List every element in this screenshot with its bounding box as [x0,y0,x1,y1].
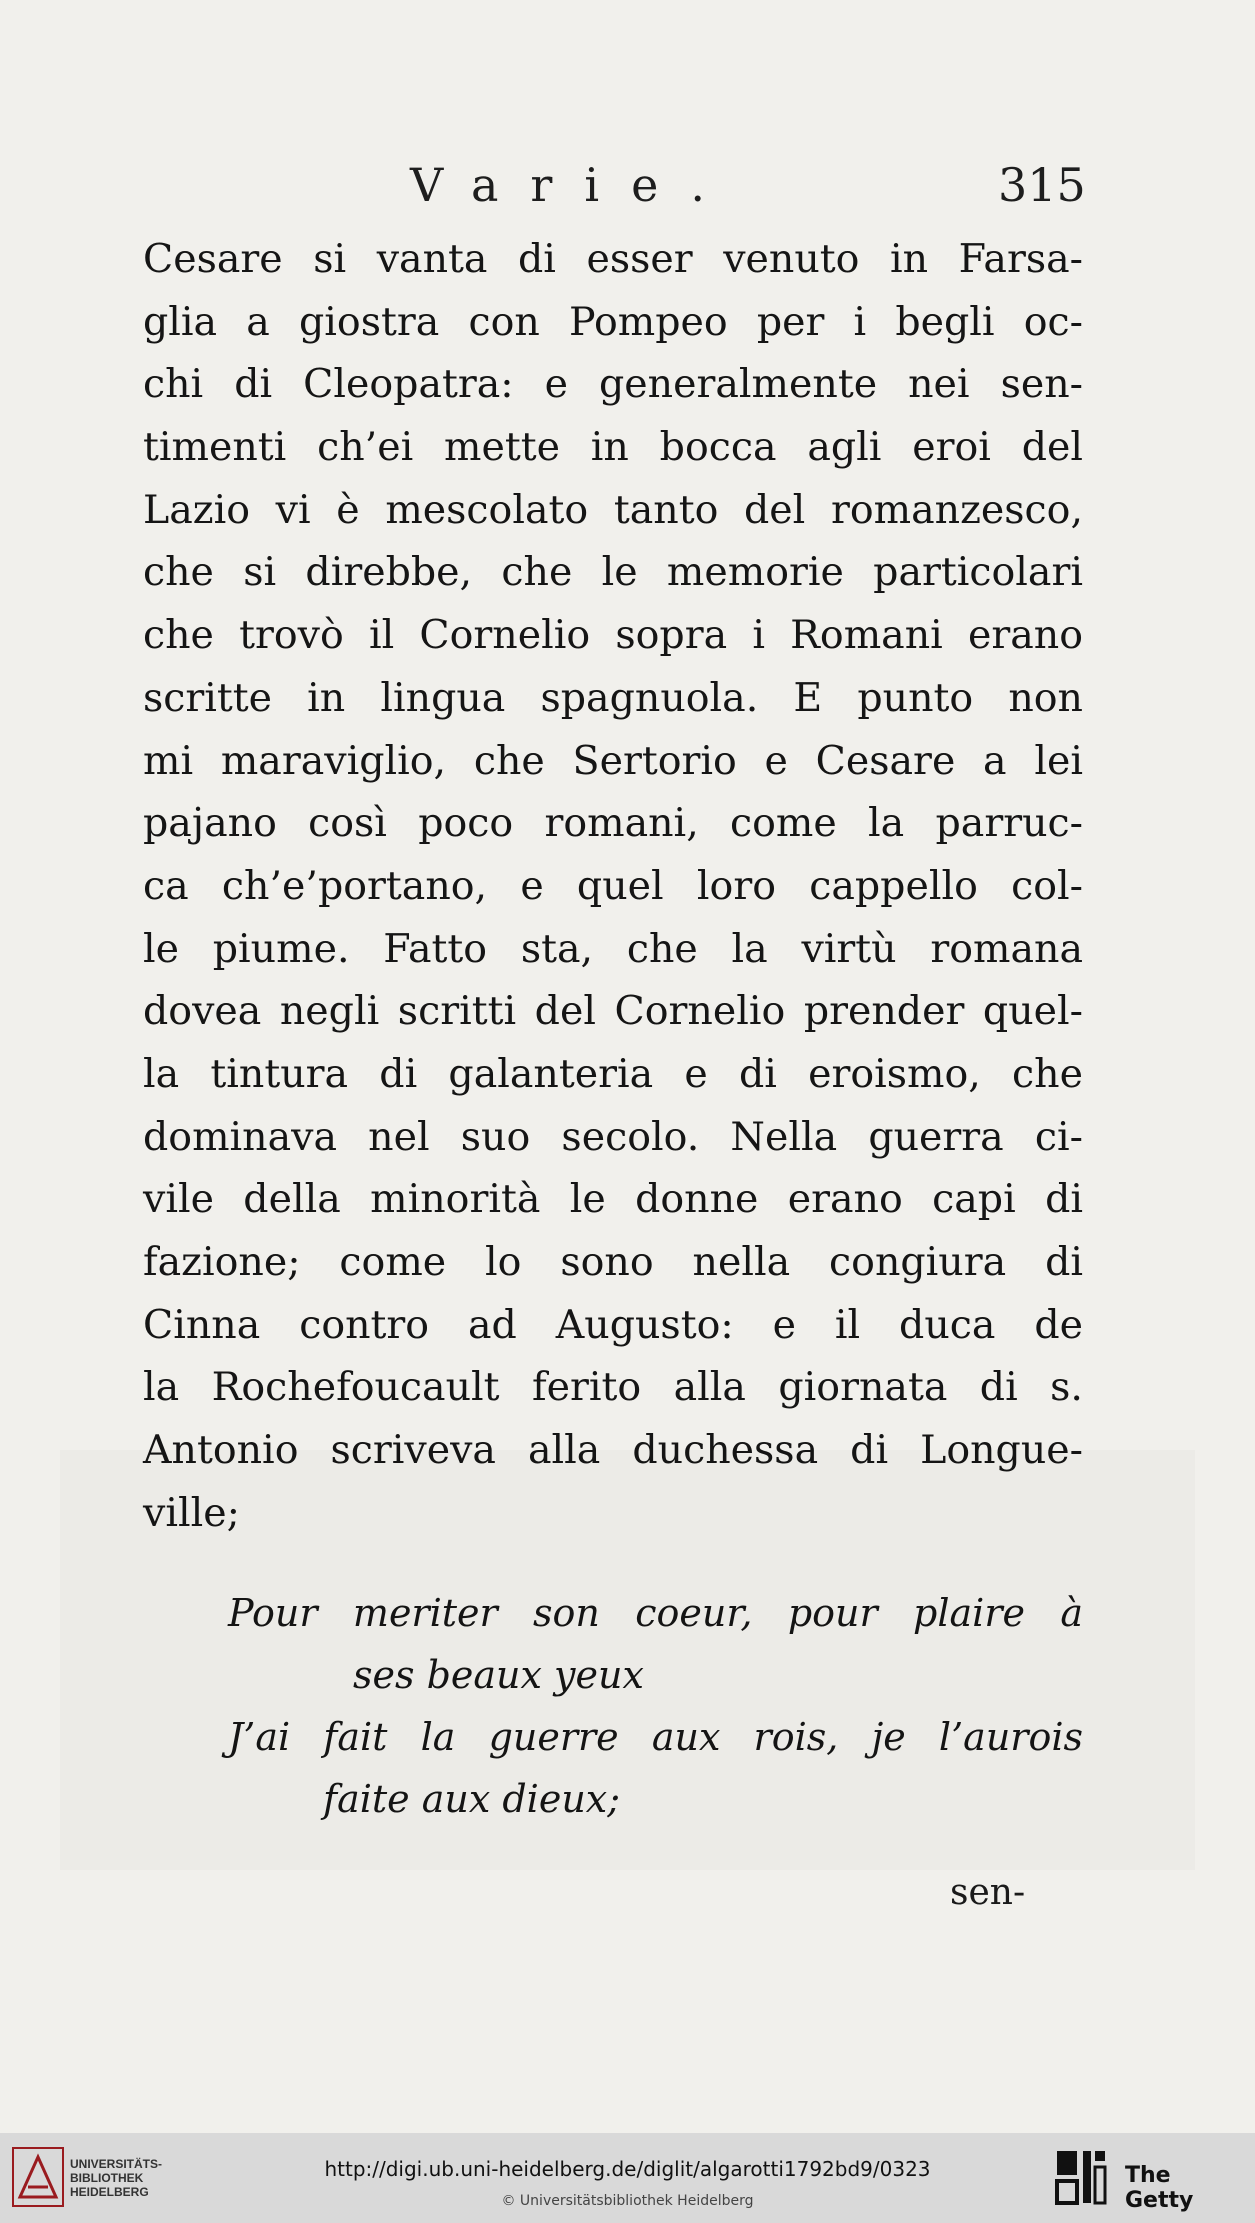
viewer-footer [0,2133,1255,2223]
text-line: ville; [143,1489,240,1536]
verse-line: J’ai fait la guerre aux rois, je l’aurois [228,1715,1083,1759]
text-line: che si direbbe, che le memorie particolari [143,549,1083,596]
text-line: chi di Cleopatra: e generalmente nei sen- [143,361,1083,408]
text-line: dominava nel suo secolo. Nella guerra ci- [143,1113,1083,1160]
text-line: Lazio vi è mescolato tanto del romanzesco, [143,486,1083,533]
text-line: vile della minorità le donne erano capi di [143,1176,1083,1223]
text-line: glia a giostra con Pompeo per i begli oc- [143,298,1083,345]
library-name: UNIVERSITÄTS- BIBLIOTHEK HEIDELBERG [70,2157,163,2199]
text-line: che trovò il Cornelio sopra i Romani erano [143,612,1083,659]
catchword: sen- [950,1872,1026,1913]
page-number: 315 [998,158,1086,212]
text-line: la tintura di galanteria e di eroismo, che [143,1050,1083,1097]
getty-mark-icon [1053,2147,1109,2207]
text-line: Cinna contro ad Augusto: e il duca de [143,1301,1083,1348]
sponsor-name: The Getty [1125,2163,1194,2213]
text-line: le piume. Fatto sta, che la virtù romana [143,925,1083,972]
verse-quotation [143,1582,1083,1830]
text-line: ca ch’e’portano, e quel loro cappello col- [143,862,1083,909]
body-text [143,228,1083,1544]
verse-line: Pour meriter son coeur, pour plaire à [228,1591,1083,1635]
text-line: Cesare si vanta di esser venuto in Farsa- [143,236,1083,282]
copyright-notice: © Universitätsbibliothek Heidelberg [501,2193,754,2209]
text-line: fazione; come lo sono nella congiura di [143,1239,1083,1285]
verse-line: faite aux dieux; [323,1777,621,1821]
text-line: timenti ch’ei mette in bocca agli eroi del [143,424,1083,471]
getty-logo[interactable] [1053,2147,1243,2213]
running-head: Varie. [410,158,737,212]
permalink-url[interactable]: http://digi.ub.uni-heidelberg.de/diglit/algarotti1792bd9/0323 [324,2157,931,2181]
verse-line: ses beaux yeux [353,1653,644,1697]
text-line: Antonio scriveva alla duchessa di Longue- [143,1427,1083,1474]
text-line: scritte in lingua spagnuola. E punto non [143,674,1083,721]
text-line: pajano così poco romani, come la parruc- [143,800,1083,847]
text-line: mi maraviglio, che Sertorio e Cesare a lei [143,737,1083,784]
text-line: la Rochefoucault ferito alla giornata di s. [143,1364,1083,1411]
text-line: dovea negli scritti del Cornelio prender quel- [143,988,1083,1035]
